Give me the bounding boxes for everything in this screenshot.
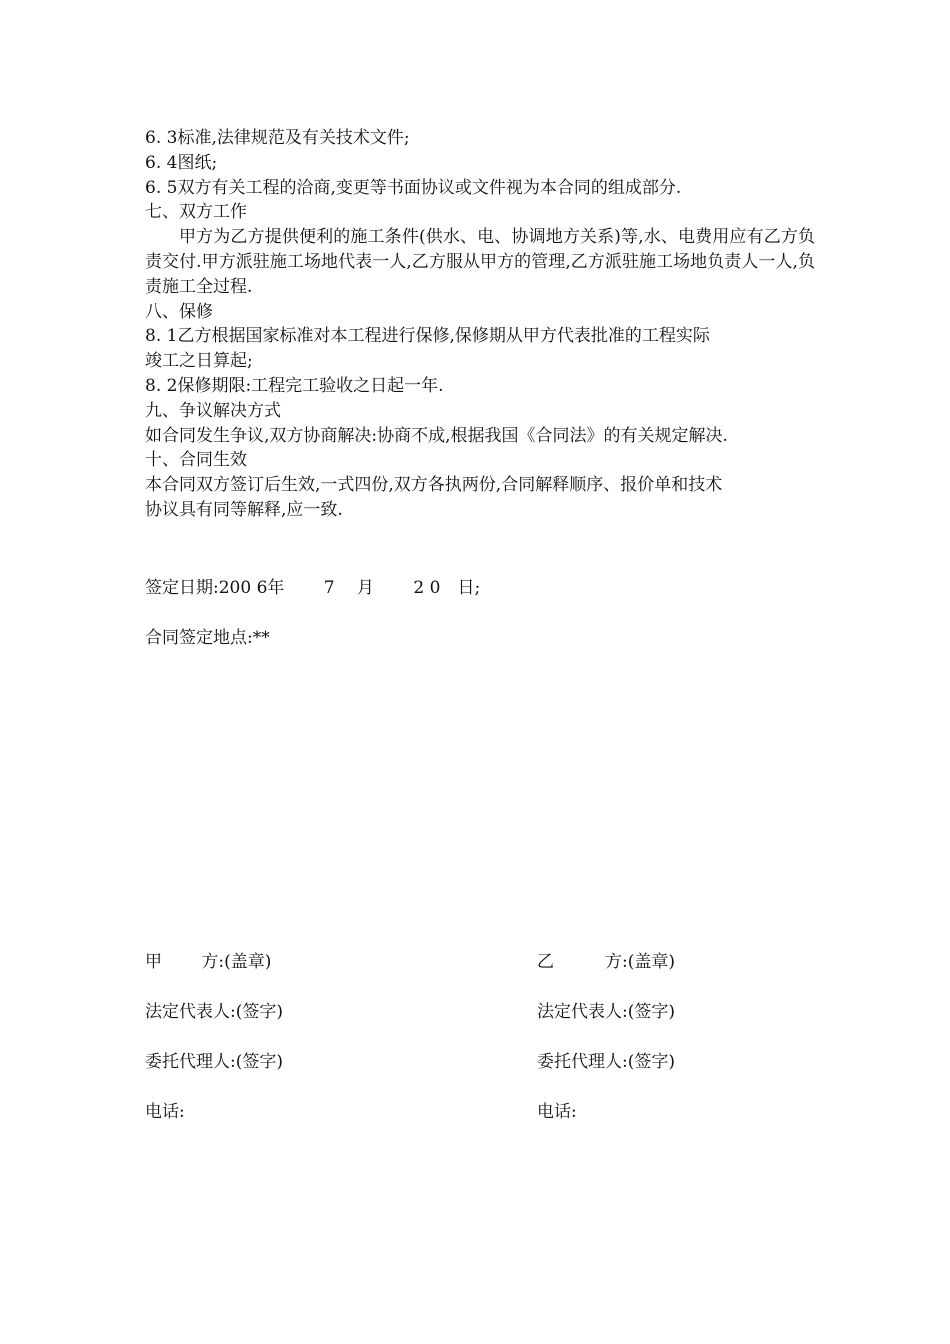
clause-8-1-line-1: 8. 1乙方根据国家标准对本工程进行保修,保修期从甲方代表批准的工程实际 <box>145 326 710 347</box>
section-10-heading: 十、合同生效 <box>145 450 247 471</box>
section-8-heading: 八、保修 <box>145 301 213 322</box>
section-10-line-1: 本合同双方签订后生效,一式四份,双方各执两份,合同解释顺序、报价单和技术 <box>145 475 723 496</box>
clause-8-1-line-2: 竣工之日算起; <box>145 351 253 372</box>
clause-8-2: 8. 2保修期限:工程完工验收之日起一年. <box>145 375 444 396</box>
party-b-phone: 电话: <box>537 1102 577 1122</box>
party-b-agent: 委托代理人:(签字) <box>537 1052 675 1072</box>
party-b-seal: 乙 方:(盖章) <box>537 952 675 972</box>
section-7-paragraph: 甲方为乙方提供便利的施工条件(供水、电、协调地方关系)等,水、电费用应有乙方负责交付.甲方派驻施工场地代表一人,乙方服从甲方的管理,乙方派驻施工场地负责人一人,负责施工全过程. <box>145 227 815 297</box>
party-a-phone: 电话: <box>145 1102 185 1122</box>
section-9-paragraph: 如合同发生争议,双方协商解决:协商不成,根据我国《合同法》的有关规定解决. <box>145 425 728 446</box>
party-a-legal-rep: 法定代表人:(签字) <box>145 1002 283 1022</box>
section-9-heading: 九、争议解决方式 <box>145 400 281 421</box>
signing-place: 合同签定地点:** <box>145 628 270 648</box>
party-b-legal-rep: 法定代表人:(签字) <box>537 1002 675 1022</box>
party-a-seal: 甲 方:(盖章) <box>145 952 272 972</box>
section-7-heading: 七、双方工作 <box>145 202 247 223</box>
clause-6-4: 6. 4图纸; <box>145 152 218 173</box>
section-10-line-2: 协议具有同等解释,应一致. <box>145 499 343 520</box>
signing-date: 签定日期:200 6年 7 月 2 0 日; <box>145 578 481 598</box>
clause-6-5: 6. 5双方有关工程的洽商,变更等书面协议或文件视为本合同的组成部分. <box>145 177 682 198</box>
contract-body <box>145 126 815 523</box>
party-a-agent: 委托代理人:(签字) <box>145 1052 283 1072</box>
clause-6-3: 6. 3标准,法律规范及有关技术文件; <box>145 128 410 148</box>
